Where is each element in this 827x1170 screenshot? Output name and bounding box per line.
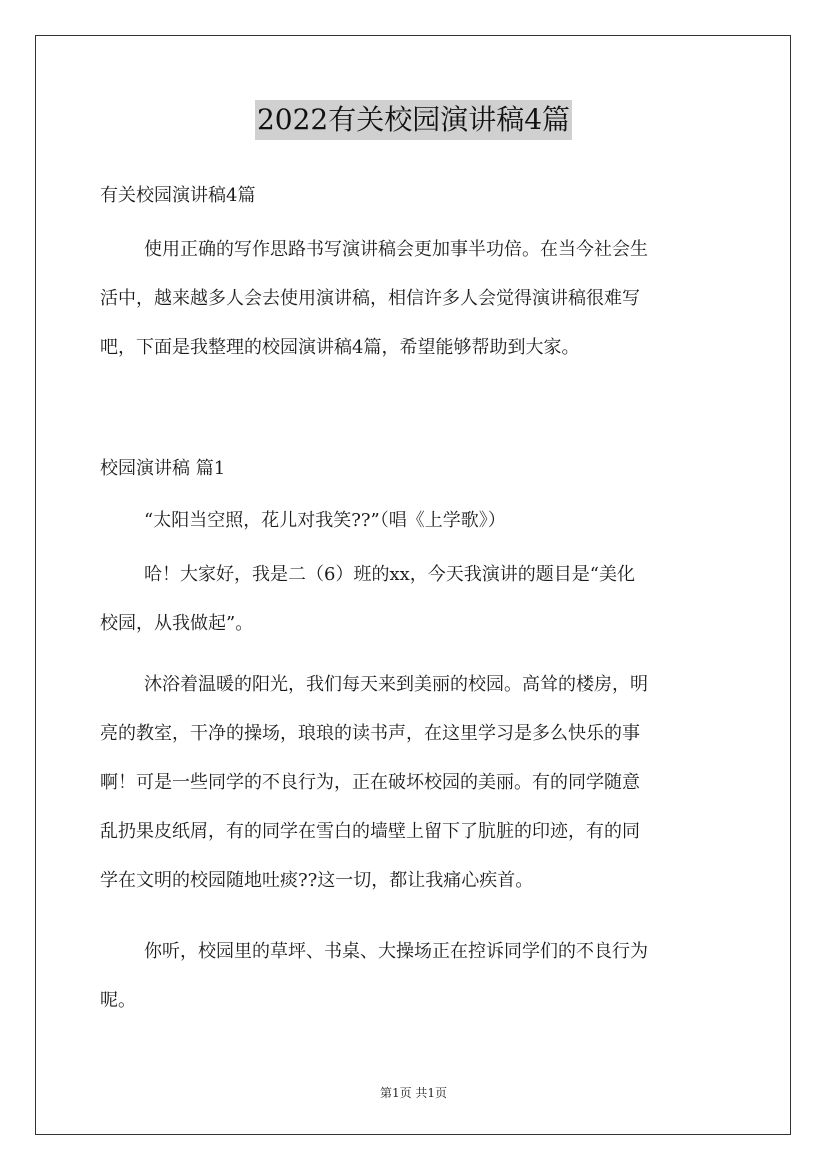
p3-line-2: 呢。 <box>100 990 136 1011</box>
intro-paragraph <box>100 236 726 383</box>
p1-line-2: 校园，从我做起”。 <box>100 613 254 634</box>
p2-line-4: 乱扔果皮纸屑，有的同学在雪白的墙壁上留下了肮脏的印迹，有的同 <box>100 821 640 842</box>
paragraph-2 <box>100 671 726 916</box>
p2-line-1: 沐浴着温暖的阳光，我们每天来到美丽的校园。高耸的楼房，明 <box>144 674 648 695</box>
paragraph-3 <box>100 938 726 1036</box>
p2-line-2: 亮的教室，干净的操场，琅琅的读书声，在这里学习是多么快乐的事 <box>100 723 640 744</box>
intro-line-1: 使用正确的写作思路书写演讲稿会更加事半功倍。在当今社会生 <box>144 239 648 260</box>
page-footer: 第1页 共1页 <box>379 1086 448 1100</box>
section-heading: 校园演讲稿 篇1 <box>100 458 226 479</box>
document-title: 2022有关校园演讲稿4篇 <box>255 100 572 140</box>
p3-line-1: 你听，校园里的草坪、书桌、大操场正在控诉同学们的不良行为 <box>144 941 648 962</box>
quote-paragraph <box>100 507 726 556</box>
p2-line-3: 啊！可是一些同学的不良行为，正在破坏校园的美丽。有的同学随意 <box>100 772 640 793</box>
paragraph-1 <box>100 561 726 659</box>
p1-line-1: 哈！大家好，我是二（6）班的xx，今天我演讲的题目是“美化 <box>144 564 635 585</box>
document-subtitle: 有关校园演讲稿4篇 <box>100 185 256 206</box>
intro-line-3: 吧，下面是我整理的校园演讲稿4篇，希望能够帮助到大家。 <box>100 337 580 358</box>
quote-line: “太阳当空照，花儿对我笑??”（唱《上学歌》） <box>144 510 506 531</box>
p2-line-5: 学在文明的校园随地吐痰??这一切，都让我痛心疾首。 <box>100 870 534 891</box>
title-container <box>0 100 827 140</box>
intro-line-2: 活中，越来越多人会去使用演讲稿，相信许多人会觉得演讲稿很难写 <box>100 288 640 309</box>
